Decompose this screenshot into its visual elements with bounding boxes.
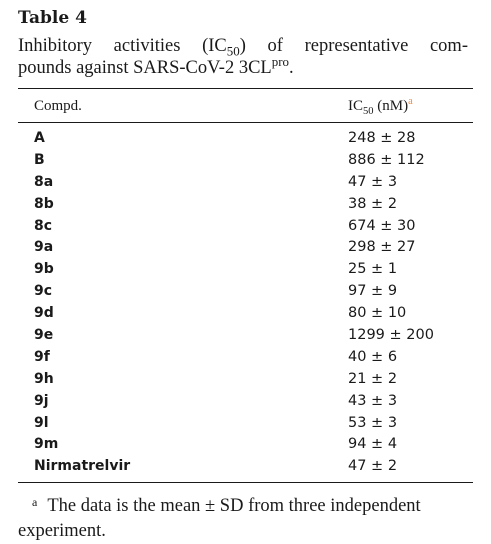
compound-cell: 9l [34, 414, 49, 431]
compound-cell: A [34, 130, 45, 146]
table-row [0, 413, 491, 435]
table-row [0, 391, 491, 413]
table-row [0, 281, 491, 303]
table-row [0, 456, 491, 478]
table-row [0, 325, 491, 347]
ic50-cell: 886 ± 112 [348, 151, 425, 168]
header-text: (nM) [373, 98, 409, 114]
table-label: Table 4 [18, 8, 87, 28]
table-row [0, 237, 491, 259]
ic50-cell: 40 ± 6 [348, 348, 398, 365]
ic50-cell: 1299 ± 200 [348, 327, 434, 344]
table-header-rule [18, 122, 473, 123]
compound-cell: 9f [34, 348, 50, 365]
compound-cell: 9e [34, 327, 54, 344]
compound-cell: 8c [34, 217, 53, 234]
table-row [0, 194, 491, 216]
caption-line-1 [18, 35, 468, 57]
ic50-cell: 47 ± 2 [348, 458, 398, 475]
compound-cell: 9b [34, 261, 54, 278]
ic50-cell: 43 ± 3 [348, 392, 398, 409]
caption-superscript: pro [271, 53, 289, 69]
table-row [0, 128, 491, 150]
ic50-cell: 298 ± 27 [348, 239, 416, 256]
caption-text: . [288, 58, 294, 78]
table-row [0, 369, 491, 391]
compound-cell: 9m [34, 436, 59, 453]
ic50-cell: 47 ± 3 [348, 173, 398, 190]
ic50-cell: 53 ± 3 [348, 414, 398, 431]
table-row [0, 347, 491, 369]
table-top-rule [18, 88, 473, 89]
ic50-cell: 21 ± 2 [348, 370, 398, 387]
footnote-link[interactable]: a [408, 96, 413, 107]
table-body [0, 128, 491, 478]
caption-text: ) of representative com- [239, 36, 468, 56]
ic50-cell: 674 ± 30 [348, 217, 416, 234]
header-subscript: 50 [363, 106, 374, 117]
compound-cell: Nirmatrelvir [34, 458, 131, 475]
table-bottom-rule [18, 482, 473, 483]
table-row [0, 150, 491, 172]
compound-cell: 8b [34, 195, 54, 212]
table-footnote [18, 490, 473, 544]
caption-text: Inhibitory activities (IC [18, 36, 227, 56]
compound-cell: 9j [34, 392, 49, 409]
compound-cell: 9c [34, 283, 53, 300]
table-row [0, 303, 491, 325]
ic50-cell: 94 ± 4 [348, 436, 398, 453]
table-row [0, 259, 491, 281]
compound-cell: 9h [34, 370, 54, 387]
footnote-mark: a [32, 495, 38, 509]
caption-subscript: 50 [226, 43, 240, 59]
compound-cell: 8a [34, 173, 54, 190]
table-caption [18, 35, 468, 79]
compound-cell: B [34, 151, 45, 168]
compound-cell: 9d [34, 305, 54, 322]
compound-cell: 9a [34, 239, 54, 256]
footnote-text: The data is the mean ± SD from three independent experiment. [18, 496, 421, 541]
ic50-cell: 80 ± 10 [348, 305, 407, 322]
table-row [0, 172, 491, 194]
caption-line-2 [18, 53, 468, 79]
ic50-cell: 97 ± 9 [348, 283, 398, 300]
column-header-compound: Compd. [34, 98, 82, 114]
table-row [0, 216, 491, 238]
ic50-cell: 248 ± 28 [348, 130, 416, 146]
caption-text: pounds against SARS-CoV-2 3CL [18, 58, 272, 78]
table-row [0, 434, 491, 456]
ic50-cell: 25 ± 1 [348, 261, 398, 278]
column-header-ic50 [348, 97, 413, 115]
ic50-cell: 38 ± 2 [348, 195, 398, 212]
header-text: IC [348, 98, 363, 114]
